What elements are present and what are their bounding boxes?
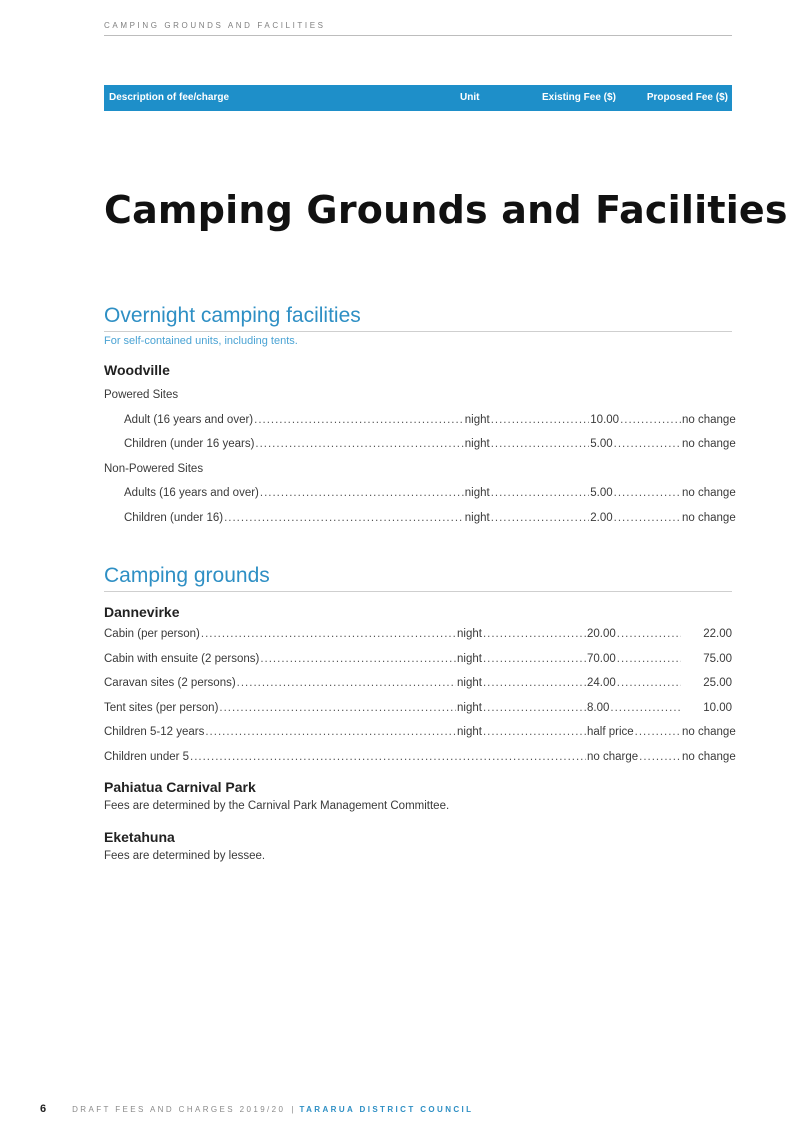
row-proposed-fee: 25.00 (703, 677, 732, 689)
leader-dots (491, 432, 590, 457)
row-proposed-fee: no change (682, 487, 736, 499)
row-unit: night (457, 677, 482, 689)
table-row (104, 622, 732, 647)
row-description: Cabin (per person) (104, 628, 200, 640)
fee-table-header (104, 85, 732, 111)
leader-dots (491, 408, 590, 433)
camping-section (104, 562, 736, 862)
row-description: Caravan sites (2 persons) (104, 677, 236, 689)
row-unit: night (457, 628, 482, 640)
row-description: Children (under 16) (124, 511, 224, 524)
row-proposed-fee: no change (682, 750, 736, 763)
leader-dots (614, 432, 681, 457)
leader-dots (190, 745, 586, 770)
row-unit: night (457, 701, 482, 714)
leader-dots (483, 696, 586, 721)
table-row (104, 647, 732, 672)
leader-dots (491, 506, 590, 531)
leader-dots (614, 506, 681, 531)
row-unit: night (457, 726, 482, 738)
row-unit: night (464, 511, 490, 524)
section-subtitle-overnight: For self-contained units, including tents. (104, 335, 298, 347)
table-row (104, 506, 736, 531)
leader-dots (610, 696, 681, 721)
leader-dots (483, 622, 586, 647)
group-label-non-powered: Non-Powered Sites (104, 462, 204, 475)
leader-dots (219, 696, 456, 721)
location-heading-dannevirke: Dannevirke (104, 604, 180, 620)
leader-dots (260, 481, 464, 506)
eketahuna-note: Fees are determined by lessee. (104, 850, 266, 862)
row-existing-fee: no charge (587, 750, 639, 763)
row-existing-fee: 70.00 (587, 652, 616, 665)
leader-dots (617, 671, 681, 696)
row-proposed-fee: 22.00 (703, 628, 732, 640)
row-proposed-fee: no change (682, 413, 736, 426)
header-proposed-fee: Proposed Fee ($) (646, 92, 728, 103)
footer-council-name: TARARUA DISTRICT COUNCIL (299, 1105, 474, 1114)
leader-dots (237, 671, 456, 696)
location-heading-eketahuna: Eketahuna (104, 829, 175, 845)
footer-document-title: DRAFT FEES AND CHARGES 2019/20 (72, 1105, 286, 1114)
row-proposed-fee: no change (682, 511, 736, 524)
page-title: Camping Grounds and Facilities (104, 188, 788, 232)
overnight-section (104, 302, 736, 530)
row-existing-fee: 5.00 (590, 438, 613, 450)
row-existing-fee: 5.00 (590, 487, 613, 499)
leader-dots (614, 481, 681, 506)
row-description: Tent sites (per person) (104, 701, 219, 714)
table-row (104, 745, 736, 770)
row-proposed-fee: 75.00 (703, 652, 732, 665)
leader-dots (491, 481, 590, 506)
row-unit: night (464, 413, 490, 426)
header-unit: Unit (460, 92, 480, 103)
leader-dots (483, 647, 586, 672)
row-existing-fee: half price (587, 726, 634, 738)
header-description: Description of fee/charge (109, 92, 230, 103)
row-description: Adult (16 years and over) (124, 413, 254, 426)
header-existing-fee: Existing Fee ($) (542, 92, 616, 103)
leader-dots (620, 408, 681, 433)
leader-dots (483, 720, 586, 745)
table-row (104, 481, 736, 506)
row-existing-fee: 8.00 (587, 701, 610, 714)
leader-dots (639, 745, 681, 770)
row-existing-fee: 20.00 (587, 628, 616, 640)
row-unit: night (464, 438, 490, 450)
leader-dots (635, 720, 681, 745)
page-footer (40, 1103, 740, 1115)
table-row (104, 671, 732, 696)
leader-dots (483, 671, 586, 696)
location-heading-pahiatua: Pahiatua Carnival Park (104, 779, 256, 795)
row-unit: night (457, 652, 482, 665)
leader-dots (617, 622, 681, 647)
row-unit: night (464, 487, 490, 499)
table-row (104, 720, 736, 745)
row-proposed-fee: no change (682, 438, 736, 450)
page-number: 6 (40, 1103, 47, 1115)
leader-dots (205, 720, 456, 745)
row-description: Cabin with ensuite (2 persons) (104, 652, 260, 665)
row-proposed-fee: 10.00 (703, 701, 732, 714)
section-title-camping: Camping grounds (104, 562, 732, 592)
row-description: Children 5-12 years (104, 726, 205, 738)
leader-dots (254, 408, 464, 433)
row-proposed-fee: no change (682, 726, 736, 738)
row-description: Children (under 16 years) (124, 438, 255, 450)
leader-dots (201, 622, 456, 647)
leader-dots (617, 647, 681, 672)
row-description: Children under 5 (104, 750, 190, 763)
row-existing-fee: 2.00 (590, 511, 613, 524)
row-existing-fee: 24.00 (587, 677, 616, 689)
group-label-powered: Powered Sites (104, 389, 179, 401)
pahiatua-note: Fees are determined by the Carnival Park Management Committee. (104, 800, 450, 812)
running-head: CAMPING GROUNDS AND FACILITIES (104, 21, 732, 36)
leader-dots (260, 647, 456, 672)
row-existing-fee: 10.00 (590, 413, 620, 426)
row-description: Adults (16 years and over) (124, 487, 259, 499)
footer-separator: | (291, 1105, 294, 1114)
table-row (104, 432, 736, 457)
table-row (104, 408, 736, 433)
leader-dots (224, 506, 464, 531)
leader-dots (255, 432, 463, 457)
section-title-overnight: Overnight camping facilities (104, 302, 732, 332)
location-heading-woodville: Woodville (104, 362, 170, 378)
table-row (104, 696, 732, 721)
